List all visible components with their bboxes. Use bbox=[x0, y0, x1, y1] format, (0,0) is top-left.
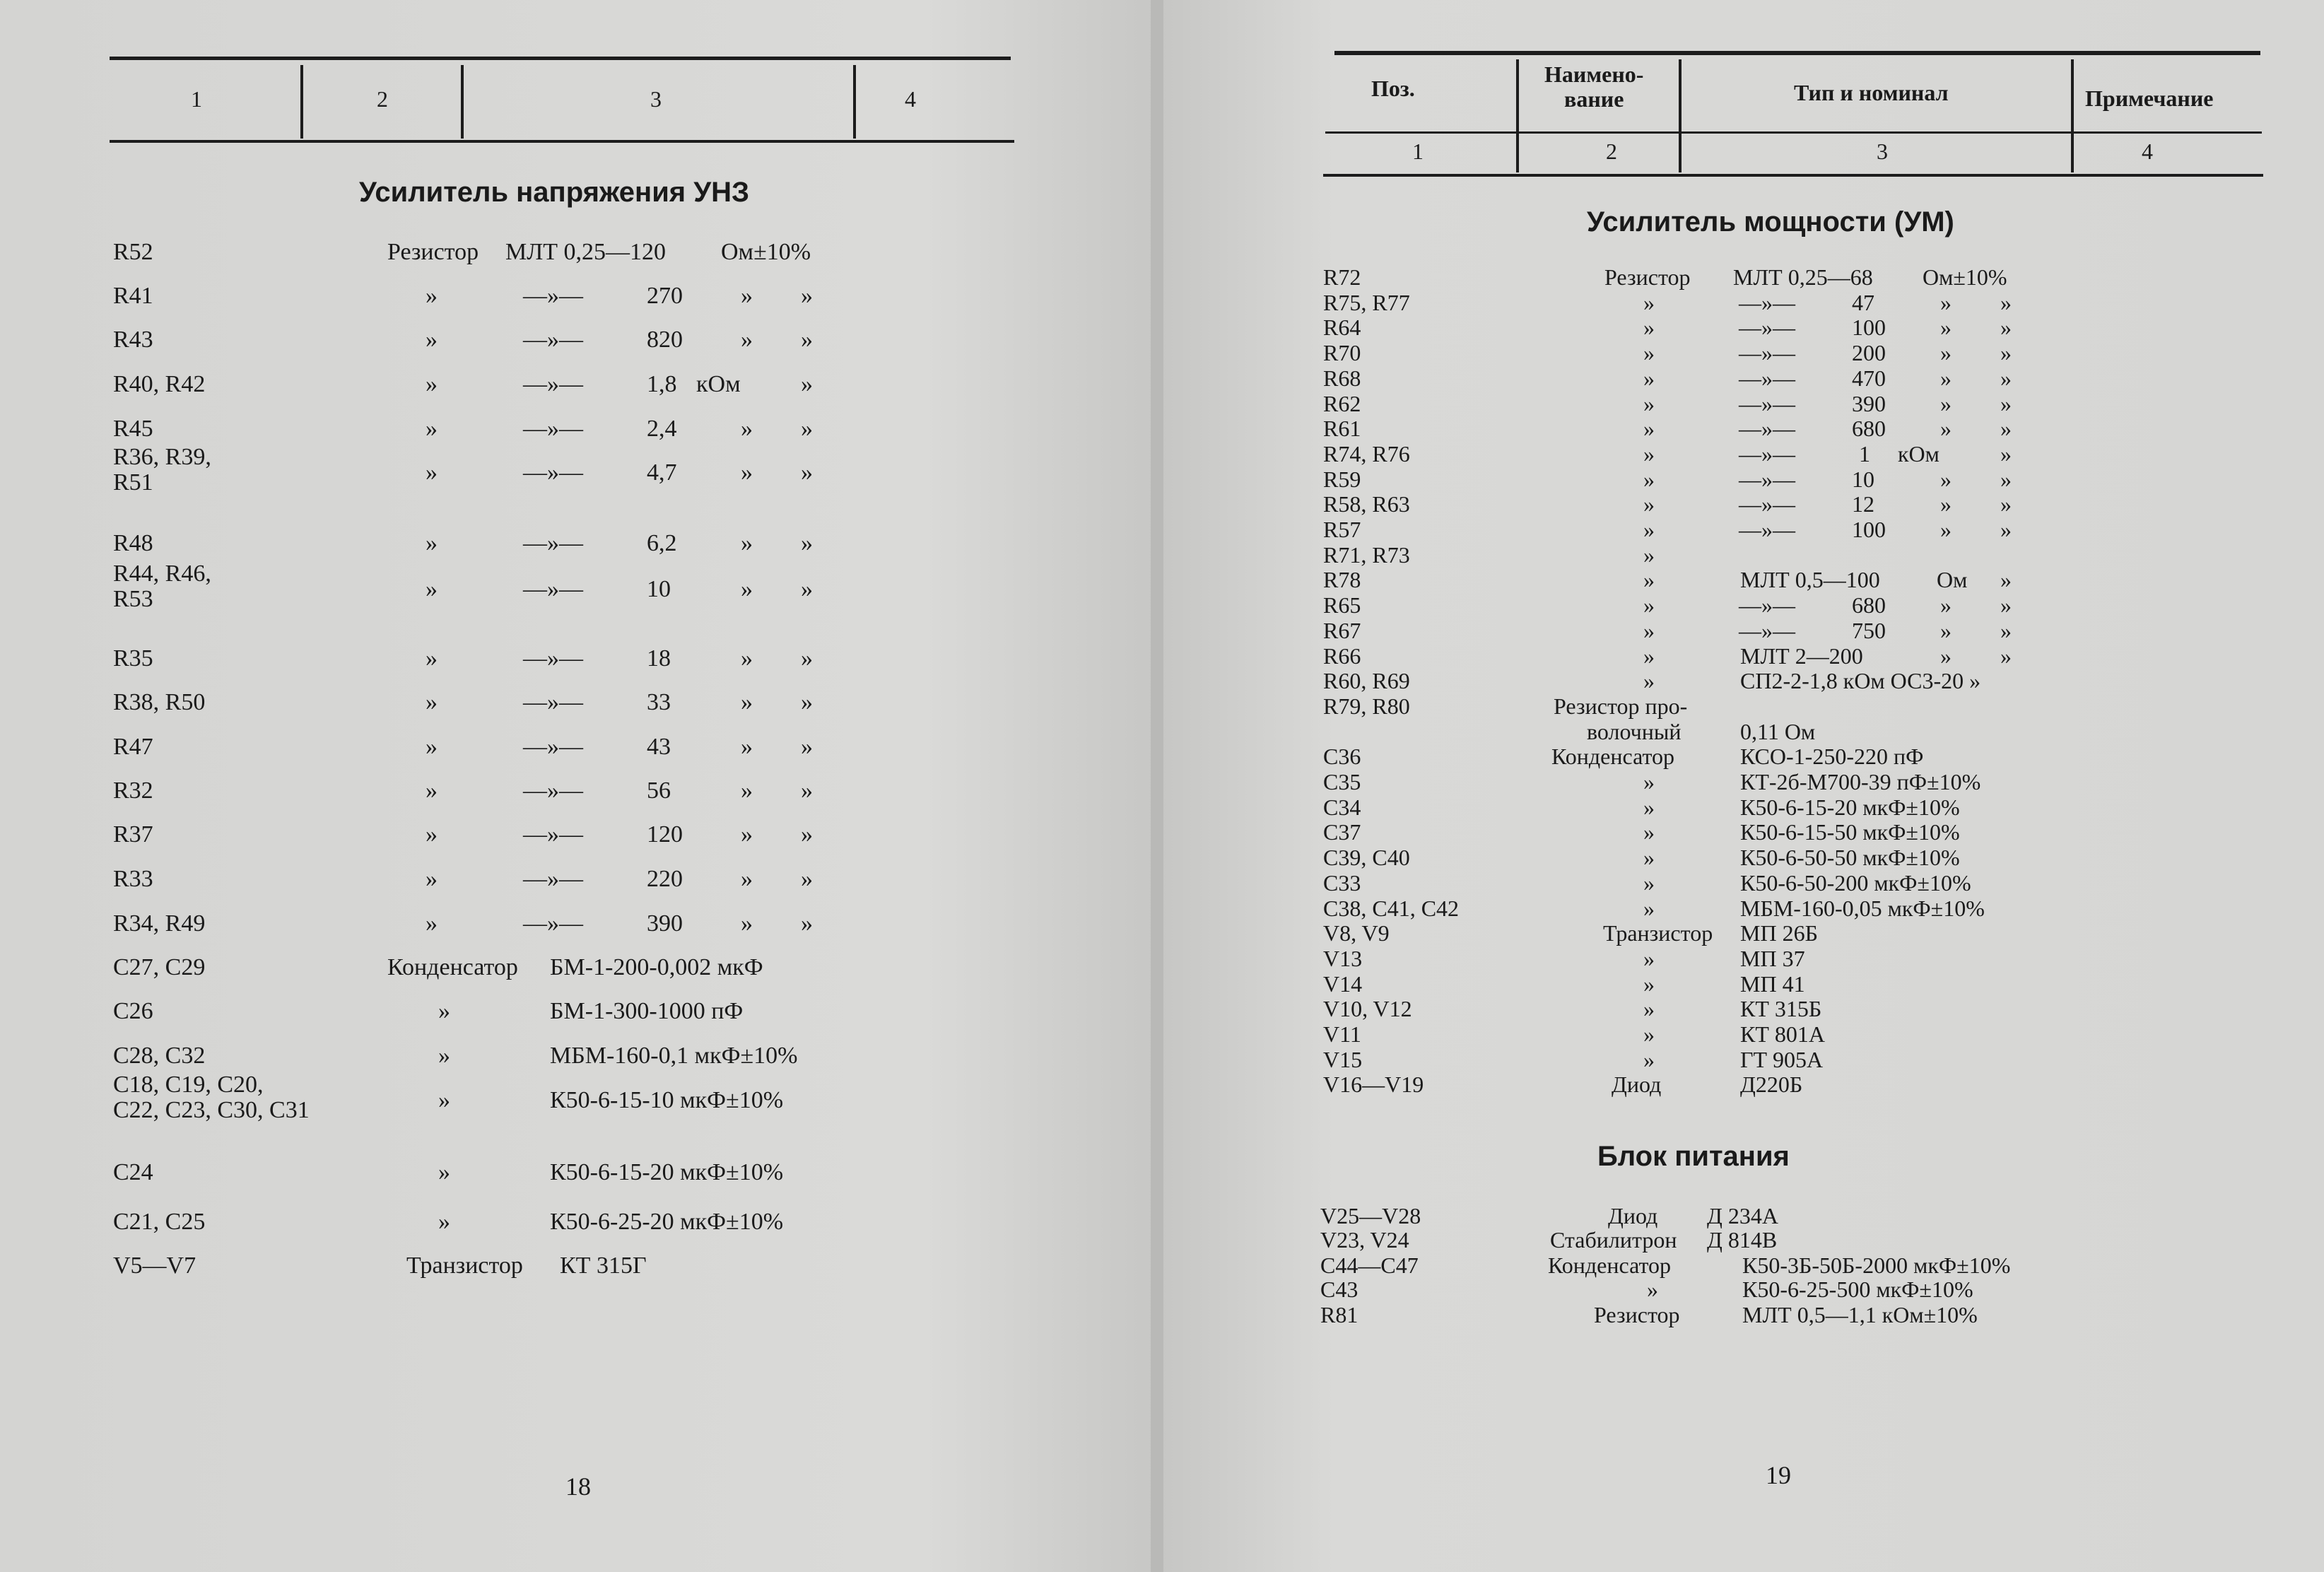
item-unit: » bbox=[741, 459, 753, 486]
item-value: 270 bbox=[647, 283, 683, 309]
item-type: —»— bbox=[1739, 365, 1795, 391]
item-name: » bbox=[1643, 1047, 1655, 1072]
item-note: » bbox=[2000, 340, 2012, 365]
header-note: Примечание bbox=[2085, 86, 2214, 111]
item-note: » bbox=[2000, 567, 2012, 592]
item-value: 200 bbox=[1852, 340, 1886, 365]
item-type: —»— bbox=[523, 283, 583, 309]
position-designator: C37 bbox=[1323, 819, 1361, 845]
position-designator: V13 bbox=[1323, 946, 1363, 971]
item-name: » bbox=[1643, 340, 1655, 365]
position-designator: R43 bbox=[113, 327, 153, 353]
position-designator: C44—C47 bbox=[1320, 1253, 1419, 1278]
item-value: 680 bbox=[1852, 416, 1886, 441]
item-unit: » bbox=[1940, 592, 1952, 618]
item-type: —»— bbox=[523, 416, 583, 442]
position-designator: R79, R80 bbox=[1323, 693, 1410, 719]
position-designator: C28, C32 bbox=[113, 1043, 206, 1069]
item-type: К50-6-15-10 мкФ±10% bbox=[550, 1087, 784, 1113]
item-name: » bbox=[1643, 467, 1655, 492]
item-value: 390 bbox=[647, 910, 683, 937]
item-type: —»— bbox=[1739, 467, 1795, 492]
item-note: » bbox=[2000, 618, 2012, 643]
position-designator: C27, C29 bbox=[113, 954, 206, 980]
item-name: Диод bbox=[1612, 1072, 1662, 1097]
item-value: 33 bbox=[647, 689, 671, 715]
position-designator: R72 bbox=[1323, 264, 1361, 290]
position-designator: C26 bbox=[113, 998, 153, 1024]
column-number: 1 bbox=[1412, 139, 1424, 164]
position-designator: C18, C19, C20, bbox=[113, 1072, 264, 1098]
item-name: » bbox=[1643, 391, 1655, 416]
item-name: » bbox=[1643, 996, 1655, 1021]
item-name: » bbox=[1643, 416, 1655, 441]
item-unit: » bbox=[1940, 340, 1952, 365]
item-name: » bbox=[426, 416, 438, 442]
position-designator: C43 bbox=[1320, 1277, 1358, 1302]
position-designator: C39, C40 bbox=[1323, 845, 1410, 870]
position-designator: C21, C25 bbox=[113, 1209, 206, 1235]
item-name: » bbox=[1643, 517, 1655, 542]
item-value: 100 bbox=[1852, 517, 1886, 542]
item-type: МБМ-160-0,1 мкФ±10% bbox=[550, 1043, 798, 1069]
position-designator: R74, R76 bbox=[1323, 441, 1410, 467]
position-designator: R57 bbox=[1323, 517, 1361, 542]
header-column-divider bbox=[1516, 59, 1519, 172]
item-unit: » bbox=[741, 283, 753, 309]
item-unit: кОм bbox=[1898, 441, 1939, 467]
item-type: —»— bbox=[523, 689, 583, 715]
item-name: » bbox=[1643, 819, 1655, 845]
item-name: » bbox=[438, 1159, 450, 1185]
position-designator: V15 bbox=[1323, 1047, 1363, 1072]
header-top-rule bbox=[1334, 51, 2260, 55]
position-designator: R78 bbox=[1323, 567, 1361, 592]
item-type: —»— bbox=[1739, 340, 1795, 365]
item-type: КТ 315Б bbox=[1740, 996, 1822, 1021]
item-unit: » bbox=[1940, 315, 1952, 340]
item-type: Д220Б bbox=[1740, 1072, 1803, 1097]
item-name: » bbox=[438, 1043, 450, 1069]
item-name: » bbox=[1643, 946, 1655, 971]
item-type: —»— bbox=[523, 645, 583, 671]
position-designator: C35 bbox=[1323, 769, 1361, 794]
item-note: » bbox=[2000, 491, 2012, 517]
item-type: Д 814В bbox=[1707, 1227, 1778, 1253]
position-designator: R33 bbox=[113, 866, 153, 892]
item-name: » bbox=[1643, 567, 1655, 592]
column-number: 3 bbox=[1877, 139, 1888, 164]
position-designator: R41 bbox=[113, 283, 153, 309]
position-designator: C38, C41, C42 bbox=[1323, 896, 1460, 921]
position-designator: R62 bbox=[1323, 391, 1361, 416]
position-designator: R48 bbox=[113, 530, 153, 556]
item-note: » bbox=[2000, 517, 2012, 542]
header-mid-rule bbox=[1325, 131, 2262, 134]
item-name: » bbox=[426, 530, 438, 556]
header-type: Тип и номинал bbox=[1794, 80, 1949, 105]
item-name: волочный bbox=[1587, 719, 1682, 744]
item-unit: » bbox=[741, 416, 753, 442]
item-note: » bbox=[801, 734, 813, 760]
column-number: 2 bbox=[1606, 139, 1617, 164]
item-type: —»— bbox=[523, 371, 583, 397]
position-designator: C33 bbox=[1323, 870, 1361, 896]
item-type: БМ-1-300-1000 пФ bbox=[550, 998, 744, 1024]
item-value: 10 bbox=[1852, 467, 1874, 492]
item-type: МЛТ 0,25—68 bbox=[1733, 264, 1873, 290]
item-note: » bbox=[801, 459, 813, 486]
item-name: » bbox=[1643, 896, 1655, 921]
item-type: КТ 315Г bbox=[560, 1253, 647, 1279]
position-designator: R45 bbox=[113, 416, 153, 442]
item-type: БМ-1-200-0,002 мкФ bbox=[550, 954, 763, 980]
item-unit: » bbox=[1940, 517, 1952, 542]
item-name: » bbox=[426, 689, 438, 715]
item-value: 1,8 bbox=[647, 371, 677, 397]
item-name: Конденсатор bbox=[1551, 744, 1675, 769]
header-top-rule bbox=[110, 57, 1011, 60]
item-type: —»— bbox=[523, 327, 583, 353]
item-unit: » bbox=[741, 866, 753, 892]
item-type: К50-3Б-50Б-2000 мкФ±10% bbox=[1742, 1253, 2011, 1278]
item-name: Конденсатор bbox=[387, 954, 518, 980]
item-name: » bbox=[1643, 971, 1655, 997]
item-name: Транзистор bbox=[1603, 920, 1713, 946]
item-unit: Ом bbox=[1937, 567, 1968, 592]
item-type: КТ-2б-М700-39 пФ±10% bbox=[1740, 769, 1981, 794]
item-type: ГТ 905А bbox=[1740, 1047, 1824, 1072]
item-name: » bbox=[1643, 290, 1655, 315]
item-unit: » bbox=[741, 821, 753, 847]
left-page bbox=[0, 0, 1155, 1572]
position-designator: V14 bbox=[1323, 971, 1363, 997]
position-designator: R52 bbox=[113, 239, 153, 265]
header-bottom-rule bbox=[1323, 174, 2263, 177]
item-name: Резистор bbox=[387, 239, 479, 265]
item-value: 47 bbox=[1852, 290, 1874, 315]
item-name: » bbox=[438, 1087, 450, 1113]
item-name: » bbox=[426, 734, 438, 760]
item-note: » bbox=[801, 866, 813, 892]
item-type: К50-6-25-20 мкФ±10% bbox=[550, 1209, 784, 1235]
item-name: » bbox=[1643, 491, 1655, 517]
item-name: Конденсатор bbox=[1548, 1253, 1672, 1278]
item-unit: кОм bbox=[696, 371, 741, 397]
item-type: К50-6-15-50 мкФ±10% bbox=[1740, 819, 1960, 845]
item-unit: » bbox=[1940, 391, 1952, 416]
position-designator: V11 bbox=[1323, 1021, 1361, 1047]
item-note: » bbox=[801, 778, 813, 804]
item-type: МП 37 bbox=[1740, 946, 1805, 971]
position-designator: V25—V28 bbox=[1320, 1203, 1421, 1228]
position-designator: R61 bbox=[1323, 416, 1361, 441]
item-unit: » bbox=[1940, 643, 1952, 669]
item-name: » bbox=[438, 1209, 450, 1235]
item-note: » bbox=[2000, 416, 2012, 441]
item-unit: » bbox=[741, 327, 753, 353]
position-designator: R59 bbox=[1323, 467, 1361, 492]
position-designator: R68 bbox=[1323, 365, 1361, 391]
item-name: » bbox=[1643, 1021, 1655, 1047]
item-unit: » bbox=[741, 645, 753, 671]
item-value: 10 bbox=[647, 576, 671, 602]
item-note: » bbox=[801, 576, 813, 602]
item-name: » bbox=[1643, 668, 1655, 693]
item-name: » bbox=[1643, 365, 1655, 391]
column-number: 3 bbox=[650, 86, 662, 112]
column-number: 4 bbox=[905, 86, 916, 112]
item-type: К50-6-15-20 мкФ±10% bbox=[550, 1159, 784, 1185]
item-value: 750 bbox=[1852, 618, 1886, 643]
item-value: 120 bbox=[647, 821, 683, 847]
item-type: —»— bbox=[1739, 441, 1795, 467]
position-designator: C34 bbox=[1323, 794, 1361, 820]
item-name: » bbox=[426, 910, 438, 937]
item-name: » bbox=[1643, 618, 1655, 643]
item-type: —»— bbox=[1739, 517, 1795, 542]
position-designator: V16—V19 bbox=[1323, 1072, 1424, 1097]
item-value: 220 bbox=[647, 866, 683, 892]
item-value: 4,7 bbox=[647, 459, 677, 486]
position-designator: R58, R63 bbox=[1323, 491, 1410, 517]
item-type: МП 41 bbox=[1740, 971, 1805, 997]
item-name: » bbox=[1643, 441, 1655, 467]
item-type: К50-6-50-50 мкФ±10% bbox=[1740, 845, 1960, 870]
item-name: Транзистор bbox=[406, 1253, 523, 1279]
item-name: Резистор bbox=[1604, 264, 1691, 290]
item-note: » bbox=[801, 910, 813, 937]
item-type: Д 234А bbox=[1707, 1203, 1778, 1228]
item-type: К50-6-15-20 мкФ±10% bbox=[1740, 794, 1960, 820]
item-unit: » bbox=[1940, 467, 1952, 492]
item-unit: Ом±10% bbox=[721, 239, 811, 265]
item-type: —»— bbox=[523, 576, 583, 602]
section-title: Усилитель мощности (УМ) bbox=[1587, 206, 1954, 237]
header-name: Наимено- вание bbox=[1544, 61, 1644, 112]
item-value: 43 bbox=[647, 734, 671, 760]
item-type: МЛТ 0,5—100 bbox=[1740, 567, 1880, 592]
item-note: » bbox=[801, 283, 813, 309]
item-type: —»— bbox=[523, 459, 583, 486]
item-unit: » bbox=[741, 734, 753, 760]
item-type: МЛТ 0,5—1,1 кОм±10% bbox=[1742, 1302, 1978, 1327]
item-value: 390 bbox=[1852, 391, 1886, 416]
item-type: —»— bbox=[1739, 315, 1795, 340]
item-type: МБМ-160-0,05 мкФ±10% bbox=[1740, 896, 1985, 921]
item-note: » bbox=[2000, 315, 2012, 340]
item-note: » bbox=[801, 416, 813, 442]
item-value: 12 bbox=[1852, 491, 1874, 517]
position-designator: R67 bbox=[1323, 618, 1361, 643]
item-type: 0,11 Ом bbox=[1740, 719, 1816, 744]
item-name: » bbox=[426, 645, 438, 671]
position-designator-cont: R53 bbox=[113, 586, 153, 612]
item-type: —»— bbox=[1739, 592, 1795, 618]
header-column-divider bbox=[853, 65, 856, 139]
item-name: » bbox=[438, 998, 450, 1024]
position-designator: R70 bbox=[1323, 340, 1361, 365]
header-column-divider bbox=[300, 65, 303, 139]
item-note: » bbox=[2000, 391, 2012, 416]
position-designator: V8, V9 bbox=[1323, 920, 1390, 946]
item-type: КТ 801А bbox=[1740, 1021, 1825, 1047]
item-name: Диод bbox=[1608, 1203, 1658, 1228]
item-value: 6,2 bbox=[647, 530, 677, 556]
item-note: » bbox=[2000, 290, 2012, 315]
position-designator: R64 bbox=[1323, 315, 1361, 340]
position-designator: R47 bbox=[113, 734, 153, 760]
item-unit: » bbox=[741, 576, 753, 602]
position-designator: R44, R46, bbox=[113, 561, 211, 587]
position-designator: V23, V24 bbox=[1320, 1227, 1409, 1253]
position-designator: R34, R49 bbox=[113, 910, 206, 937]
item-name: Резистор bbox=[1594, 1302, 1680, 1327]
item-note: » bbox=[801, 327, 813, 353]
item-type: —»— bbox=[523, 778, 583, 804]
item-unit: » bbox=[1940, 618, 1952, 643]
column-number: 1 bbox=[191, 86, 202, 112]
item-name: » bbox=[426, 459, 438, 486]
column-number: 4 bbox=[2142, 139, 2153, 164]
item-value: 1 bbox=[1859, 441, 1870, 467]
item-name: » bbox=[1647, 1277, 1658, 1302]
item-name: » bbox=[426, 283, 438, 309]
position-designator: R65 bbox=[1323, 592, 1361, 618]
position-designator: R60, R69 bbox=[1323, 668, 1410, 693]
header-position: Поз. bbox=[1371, 76, 1415, 101]
page-number: 18 bbox=[565, 1472, 591, 1501]
item-value: 18 bbox=[647, 645, 671, 671]
item-unit: » bbox=[741, 778, 753, 804]
item-type: —»— bbox=[1739, 416, 1795, 441]
item-unit: » bbox=[741, 530, 753, 556]
position-designator: V10, V12 bbox=[1323, 996, 1412, 1021]
item-value: 820 bbox=[647, 327, 683, 353]
item-value: 100 bbox=[1852, 315, 1886, 340]
item-name: » bbox=[1643, 870, 1655, 896]
position-designator: R66 bbox=[1323, 643, 1361, 669]
item-note: » bbox=[801, 371, 813, 397]
position-designator: R38, R50 bbox=[113, 689, 206, 715]
item-value: 470 bbox=[1852, 365, 1886, 391]
item-name: » bbox=[426, 371, 438, 397]
column-number: 2 bbox=[377, 86, 388, 112]
item-name: » bbox=[1643, 794, 1655, 820]
header-bottom-rule bbox=[110, 140, 1014, 143]
item-unit: » bbox=[741, 689, 753, 715]
item-unit: » bbox=[1940, 365, 1952, 391]
section-title: Усилитель напряжения УНЗ bbox=[359, 177, 750, 208]
item-type: —»— bbox=[1739, 391, 1795, 416]
item-unit: » bbox=[1940, 416, 1952, 441]
position-designator: R35 bbox=[113, 645, 153, 671]
item-note: » bbox=[801, 689, 813, 715]
item-note: » bbox=[2000, 643, 2012, 669]
item-name: » bbox=[426, 866, 438, 892]
position-designator: R40, R42 bbox=[113, 371, 206, 397]
position-designator: R37 bbox=[113, 821, 153, 847]
item-unit: » bbox=[1940, 491, 1952, 517]
item-type: К50-6-50-200 мкФ±10% bbox=[1740, 870, 1971, 896]
position-designator-cont: C22, C23, C30, C31 bbox=[113, 1097, 310, 1123]
item-note: » bbox=[801, 821, 813, 847]
position-designator: R36, R39, bbox=[113, 444, 211, 470]
item-value: 56 bbox=[647, 778, 671, 804]
header-column-divider bbox=[461, 65, 464, 139]
position-designator: V5—V7 bbox=[113, 1253, 196, 1279]
item-name: » bbox=[1643, 643, 1655, 669]
item-note: » bbox=[2000, 365, 2012, 391]
item-name: » bbox=[1643, 315, 1655, 340]
position-designator: R75, R77 bbox=[1323, 290, 1410, 315]
item-type: —»— bbox=[1739, 491, 1795, 517]
position-designator: R32 bbox=[113, 778, 153, 804]
item-note: » bbox=[2000, 592, 2012, 618]
item-type: —»— bbox=[523, 734, 583, 760]
item-note: » bbox=[2000, 467, 2012, 492]
item-name: Стабилитрон bbox=[1550, 1227, 1677, 1253]
item-type: —»— bbox=[523, 821, 583, 847]
right-page bbox=[1159, 0, 2324, 1572]
item-value: 2,4 bbox=[647, 416, 677, 442]
item-name: » bbox=[1643, 845, 1655, 870]
item-type: МЛТ 2—200 bbox=[1740, 643, 1863, 669]
item-type: МП 26Б bbox=[1740, 920, 1818, 946]
item-name: » bbox=[426, 821, 438, 847]
item-note: » bbox=[801, 530, 813, 556]
position-designator: R81 bbox=[1320, 1302, 1358, 1327]
item-name: » bbox=[1643, 542, 1655, 568]
item-unit: » bbox=[1940, 290, 1952, 315]
item-type: К50-6-25-500 мкФ±10% bbox=[1742, 1277, 1973, 1302]
header-column-divider bbox=[2071, 59, 2074, 172]
item-type: —»— bbox=[523, 866, 583, 892]
item-type: —»— bbox=[1739, 618, 1795, 643]
item-name: » bbox=[426, 576, 438, 602]
item-name: » bbox=[1643, 592, 1655, 618]
position-designator: R71, R73 bbox=[1323, 542, 1410, 568]
item-unit: Ом±10% bbox=[1923, 264, 2007, 290]
page-number: 19 bbox=[1766, 1461, 1791, 1489]
item-name: » bbox=[1643, 769, 1655, 794]
item-unit: » bbox=[741, 910, 753, 937]
item-type: —»— bbox=[523, 910, 583, 937]
header-column-divider bbox=[1679, 59, 1682, 172]
item-type: КСО-1-250-220 пФ bbox=[1740, 744, 1924, 769]
item-name: » bbox=[426, 327, 438, 353]
position-designator-cont: R51 bbox=[113, 469, 153, 495]
section2-title: Блок питания bbox=[1597, 1141, 1790, 1172]
item-type: —»— bbox=[1739, 290, 1795, 315]
item-type: СП2-2-1,8 кОм ОС3-20 » bbox=[1740, 668, 1981, 693]
position-designator: C24 bbox=[113, 1159, 153, 1185]
item-type: МЛТ 0,25—120 bbox=[505, 239, 667, 265]
item-value: 680 bbox=[1852, 592, 1886, 618]
item-name: Резистор про- bbox=[1554, 693, 1688, 719]
item-note: » bbox=[801, 645, 813, 671]
item-type: —»— bbox=[523, 530, 583, 556]
item-name: » bbox=[426, 778, 438, 804]
position-designator: C36 bbox=[1323, 744, 1361, 769]
book-spine bbox=[1151, 0, 1163, 1572]
item-note: » bbox=[2000, 441, 2012, 467]
